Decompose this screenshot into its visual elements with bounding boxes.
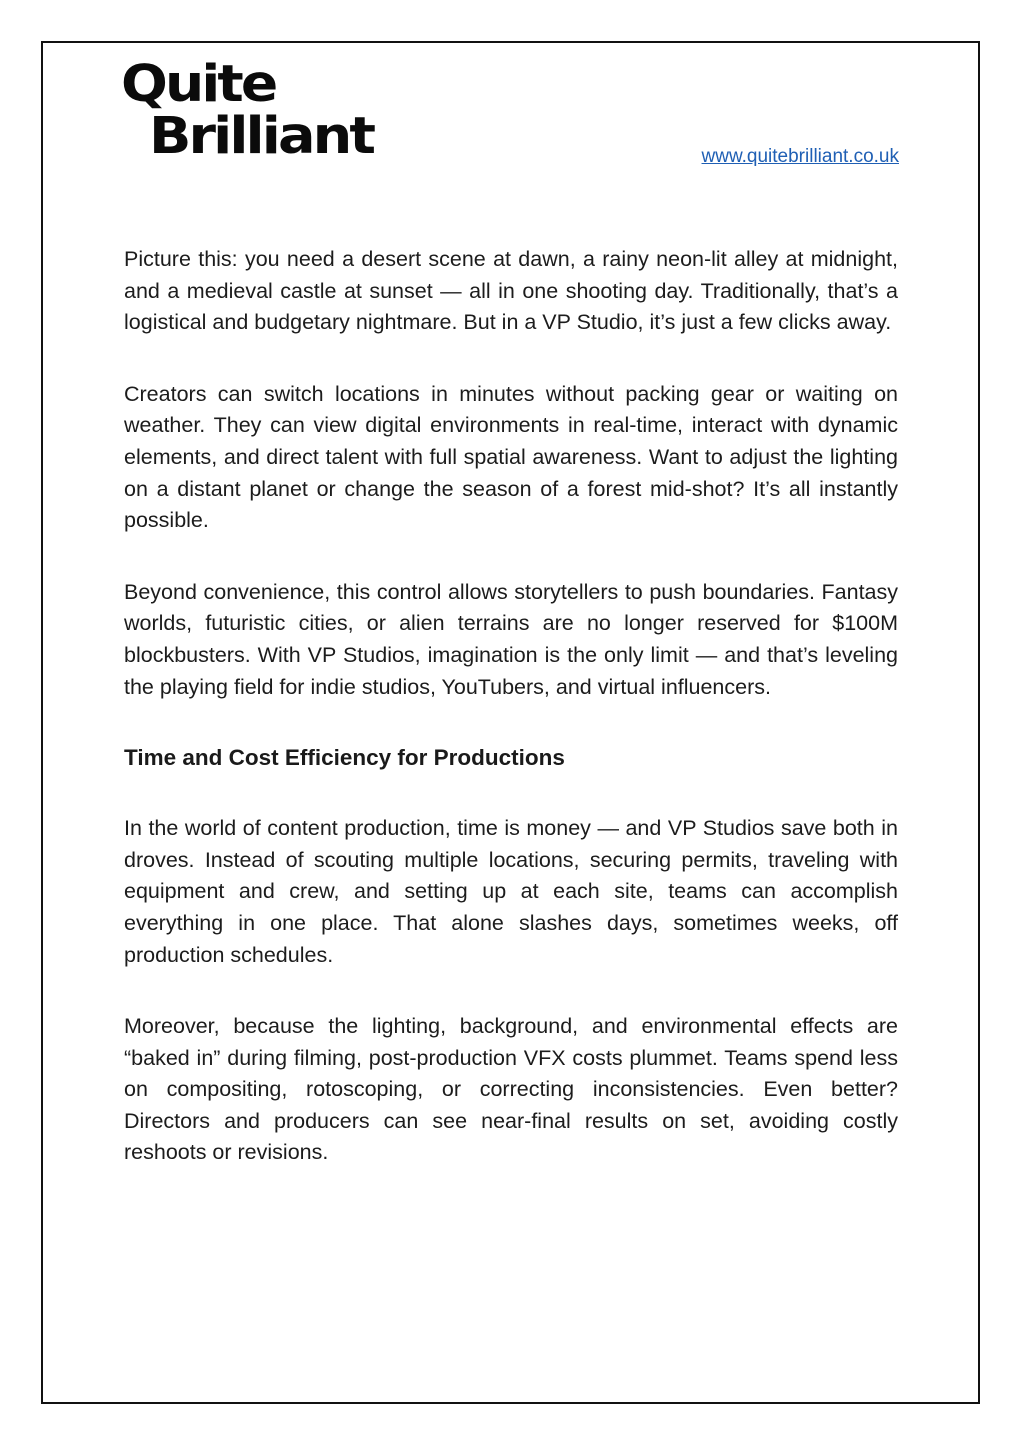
- logo-word-brilliant: Brilliant: [149, 105, 374, 166]
- paragraph-boundaries: Beyond convenience, this control allows storytellers to push boundaries. Fantasy worlds, futuristic cities, or alien terrains are no longer reserved for $100M blockbusters. With VP Studios, imagination is the only limit — and that’s leveling the playing field for indie studios, YouTubers, and virtual influencers.: [124, 579, 898, 699]
- paragraph-time-money: In the world of content production, time is money — and VP Studios save both in droves. Instead of scouting multiple locations, securing permits, traveling with equipment and crew, and setting up at each site, teams can accomplish everything in one place. That alone slashes days, sometimes weeks, off production schedules.: [124, 816, 898, 967]
- section-heading: Time and Cost Efficiency for Productions: [124, 745, 565, 771]
- paragraph-locations: Creators can switch locations in minutes without packing gear or waiting on weather. They can view digital environments in real-time, interact with dynamic elements, and direct talent with full spatial awareness. Want to adjust the lighting on a distant planet or change the season of a forest mid-shot? It’s all instantly possible.: [124, 381, 898, 533]
- paragraph-post-production: Moreover, because the lighting, background, and environmental effects are “baked in” during filming, post-production VFX costs plummet. Teams spend less on compositing, rotoscoping, or correcting inconsistencies. Even better? Directors and producers can see near-final results on set, avoiding costly reshoots or revisions.: [124, 1014, 898, 1165]
- website-link[interactable]: www.quitebrilliant.co.uk: [701, 146, 899, 167]
- document-body: [124, 244, 898, 1209]
- logo-word-quite: Quite: [121, 53, 276, 114]
- paragraph-intro: Picture this: you need a desert scene at dawn, a rainy neon-lit alley at midnight, and a medieval castle at sunset — all in one shooting day. Traditionally, that’s a logistical and budgetary nightmare. But in a VP Studio, it’s just a few clicks away.: [124, 247, 898, 335]
- quite-brilliant-logo: [121, 53, 374, 168]
